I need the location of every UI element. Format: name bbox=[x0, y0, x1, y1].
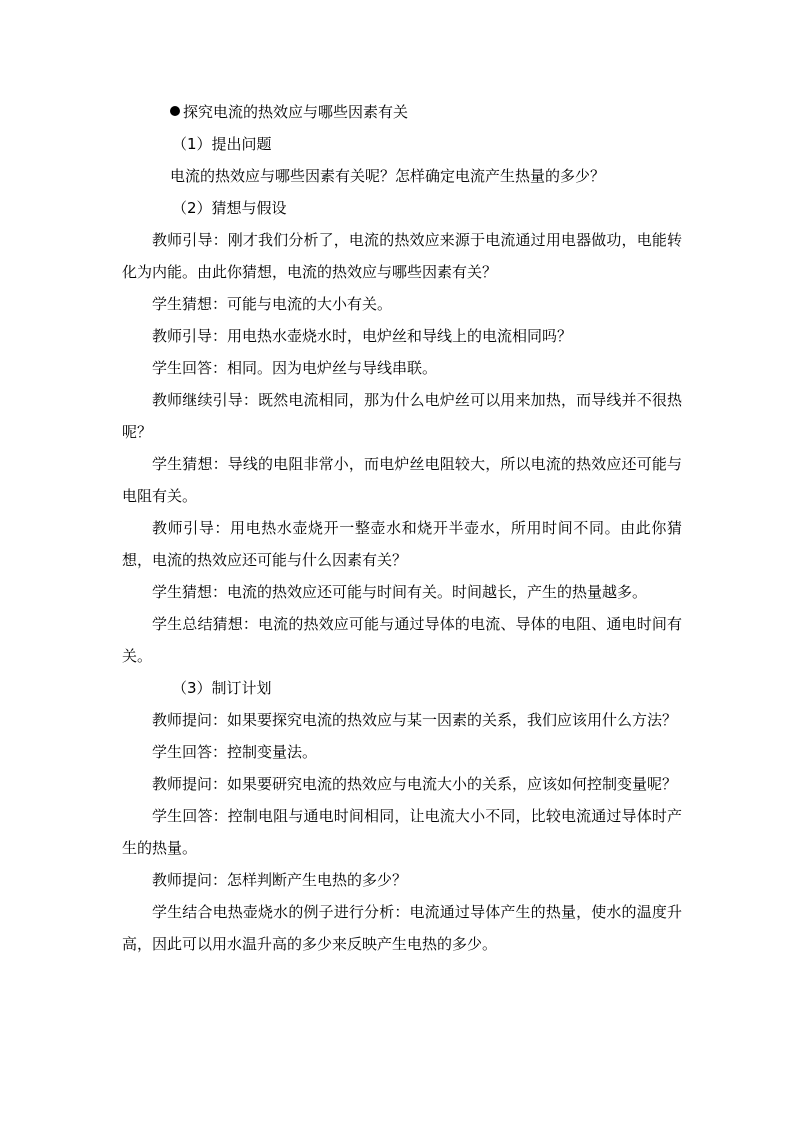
section-title: 探究电流的热效应与哪些因素有关 bbox=[183, 103, 409, 121]
paragraph: 学生结合电热壶烧水的例子进行分析：电流通过导体产生的热量，使水的温度升高，因此可以用水温升高的多少来反映产生电热的多少。 bbox=[122, 903, 682, 953]
paragraph: 学生猜想：可能与电流的大小有关。 bbox=[152, 295, 393, 313]
paragraph: 学生猜想：导线的电阻非常小，而电炉丝电阻较大，所以电流的热效应还可能与电阻有关。 bbox=[122, 455, 682, 505]
paragraph: 学生回答：控制电阻与通电时间相同，让电流大小不同，比较电流通过导体时产生的热量。 bbox=[122, 807, 682, 857]
step2-label: （2）猜想与假设 bbox=[172, 199, 287, 217]
document-body bbox=[122, 96, 682, 960]
paragraph: 教师引导：用电热水壶烧水时，电炉丝和导线上的电流相同吗？ bbox=[152, 327, 573, 345]
paragraph: 教师引导：刚才我们分析了，电流的热效应来源于电流通过用电器做功，电能转化为内能。由此你猜想，电流的热效应与哪些因素有关？ bbox=[122, 231, 682, 281]
section-heading bbox=[122, 96, 682, 128]
bullet-icon bbox=[170, 106, 180, 116]
paragraph: 教师提问：怎样判断产生电热的多少？ bbox=[152, 871, 408, 889]
paragraph: 学生回答：控制变量法。 bbox=[152, 743, 318, 761]
paragraph: 教师引导：用电热水壶烧开一整壶水和烧开半壶水，所用时间不同。由此你猜想，电流的热效应还可能与什么因素有关？ bbox=[122, 519, 682, 569]
paragraph: 教师继续引导：既然电流相同，那为什么电炉丝可以用来加热，而导线并不很热呢？ bbox=[122, 391, 682, 441]
step1-question: 电流的热效应与哪些因素有关呢？怎样确定电流产生热量的多少？ bbox=[170, 167, 606, 185]
paragraph: 学生总结猜想：电流的热效应可能与通过导体的电流、导体的电阻、通电时间有关。 bbox=[122, 615, 682, 665]
step3-label: （3）制订计划 bbox=[172, 679, 272, 697]
paragraph: 教师提问：如果要研究电流的热效应与电流大小的关系，应该如何控制变量呢？ bbox=[152, 775, 678, 793]
paragraph: 教师提问：如果要探究电流的热效应与某一因素的关系，我们应该用什么方法？ bbox=[152, 711, 678, 729]
paragraph: 学生猜想：电流的热效应还可能与时间有关。时间越长，产生的热量越多。 bbox=[152, 583, 648, 601]
step1-label: （1）提出问题 bbox=[172, 135, 272, 153]
paragraph: 学生回答：相同。因为电炉丝与导线串联。 bbox=[152, 359, 438, 377]
